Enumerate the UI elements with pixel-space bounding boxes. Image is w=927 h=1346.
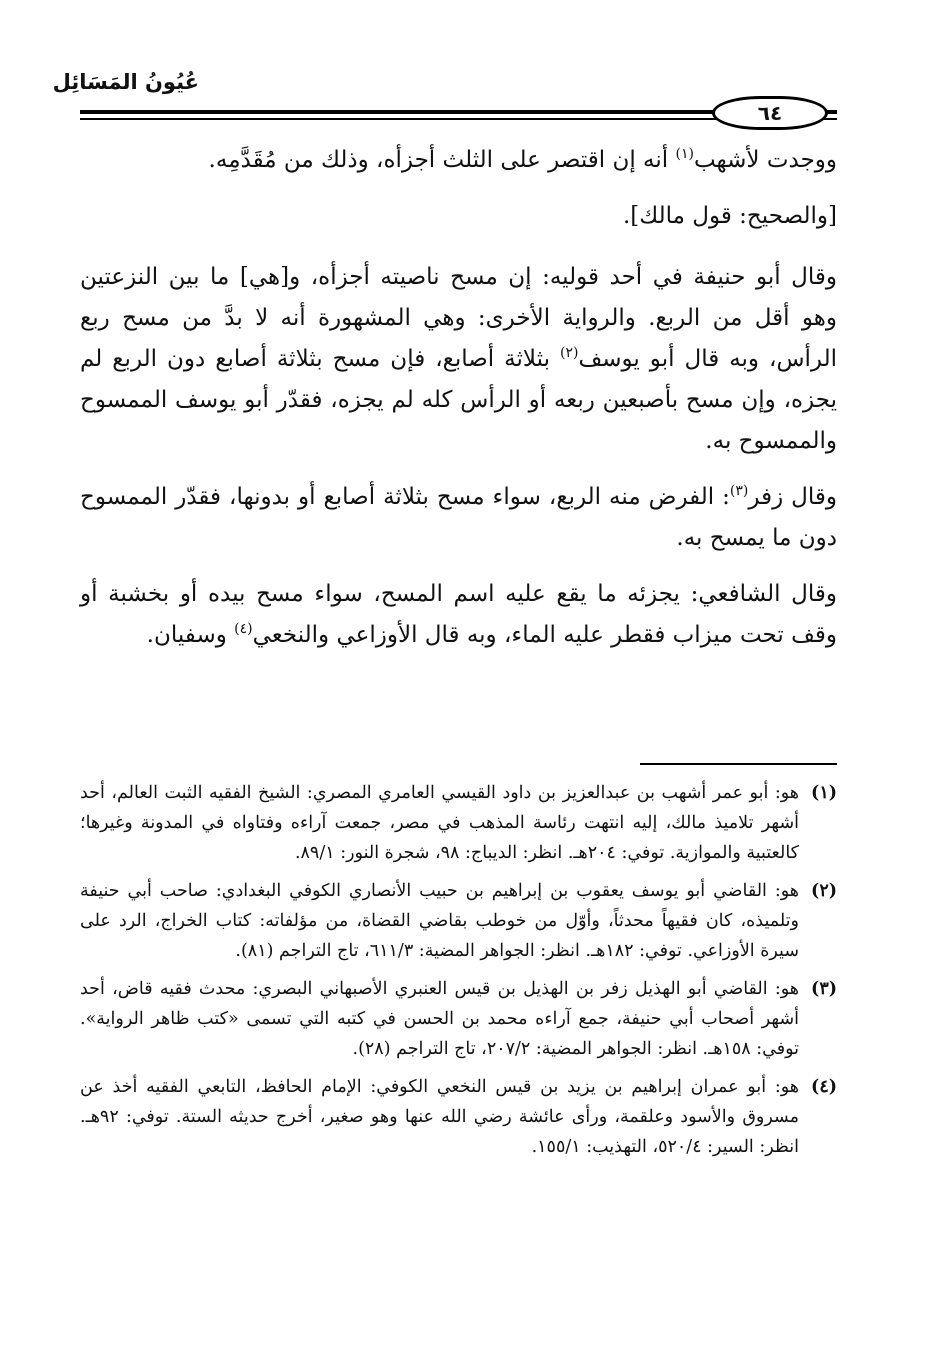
paragraph-4-text-b: : الفرض منه الربع، سواء مسح بثلاثة أصابع أو بدونها، فقدّر الممسوح دون ما يمسح به. (80, 484, 837, 551)
footnote-ref-4: (٤) (234, 621, 253, 637)
footnote-text: هو: أبو عمران إبراهيم بن يزيد بن قيس النخعي الكوفي: الإمام الحافظ، التابعي الفقيه أخذ عن مسروق والأسود وعلقمة، ورأى عائشة رضي الله عنها وهو صغير، أخرج حديثه الستة. توفي: ٩٢هـ. انظر: السير: ٥٢٠/٤، التهذيب: ١٥٥/١. (80, 1077, 799, 1157)
paragraph-1 (80, 140, 837, 181)
footnote-2 (80, 876, 837, 966)
paragraph-5-text-b: وسفيان. (146, 622, 235, 648)
paragraph-1-text-a: ووجدت لأشهب (693, 147, 837, 173)
footnotes (80, 778, 837, 1170)
paragraph-4 (80, 477, 837, 559)
footnote-text: هو: القاضي أبو يوسف يعقوب بن إبراهيم بن حبيب الأنصاري الكوفي البغدادي: صاحب أبي حنيفة وتلميذه، كان فقيهاً محدثاً، وأوّل من خوطب بقاضي القضاة، من مؤلفاته: كتاب الخراج، الرد على سيرة الأوزاعي. توفي: ١٨٢هـ. انظر: الجواهر المضية: ٦١١/٣، تاج التراجم (٨١). (80, 881, 799, 961)
paragraph-1-text-b: أنه إن اقتصر على الثلث أجزأه، وذلك من مُقَدَّمِه. (208, 147, 676, 173)
footnote-ref-3: (٣) (729, 483, 749, 499)
footnote-1 (80, 778, 837, 868)
running-head-book-title: عُيُونُ المَسَائِل (52, 70, 199, 94)
footnote-text: هو: أبو عمر أشهب بن عبدالعزيز بن داود القيسي العامري المصري: الشيخ الفقيه الثبت العالم، أحد أشهر تلاميذ مالك، إليه انتهت رئاسة المذهب في مصر، جمعت آراءه وفتاواه في المدونة وغيرها؛ كالعتبية والموازية. توفي: ٢٠٤هـ. انظر: الديباج: ٩٨، شجرة النور: ٨٩/١. (80, 783, 799, 863)
footnote-number: (٣) (811, 979, 837, 999)
footnote-ref-2: (٢) (559, 345, 579, 361)
page-number: ٦٤ (712, 96, 828, 130)
paragraph-5-text-a: وقال الشافعي: يجزئه ما يقع عليه اسم المسح، سواء مسح بيده أو بخشبة أو وقف تحت ميزاب فقطر عليه الماء، وبه قال الأوزاعي والنخعي (80, 581, 837, 648)
paragraph-5 (80, 574, 837, 656)
footnote-4 (80, 1072, 837, 1162)
paragraph-3 (80, 257, 837, 462)
footnote-separator (640, 763, 837, 765)
footnote-3 (80, 974, 837, 1064)
footnote-number: (٤) (811, 1077, 837, 1097)
paragraph-3-text-b: بثلاثة أصابع، فإن مسح بثلاثة أصابع دون الربع لم يجزه، وإن مسح بأصبعين ربعه أو الرأس كله لم يجزه، فقدّر أبو يوسف الممسوح والممسوح به. (80, 346, 837, 454)
footnote-number: (٢) (811, 881, 837, 901)
footnote-number: (١) (811, 783, 837, 803)
paragraph-3-text-a: وقال أبو حنيفة في أحد قوليه: إن مسح ناصيته أجزأه، و[هي] ما بين النزعتين وهو أقل من الربع. والرواية الأخرى: وهي المشهورة أنه لا بدَّ من مسح ربع الرأس، وبه قال أبو يوسف (80, 264, 838, 372)
paragraph-4-text-a: وقال زفر (748, 484, 837, 510)
footnote-text: هو: القاضي أبو الهذيل زفر بن الهذيل بن قيس العنبري الأصبهاني البصري: محدث فقيه قاض، أحد أشهر أصحاب أبي حنيفة، جمع آراءه محمد بن الحسن في كتبه التي تسمى «كتب ظاهر الرواية». توفي: ١٥٨هـ. انظر: الجواهر المضية: ٢٠٧/٢، تاج التراجم (٢٨). (80, 979, 799, 1059)
main-text (80, 140, 837, 671)
paragraph-2: [والصحيح: قول مالك]. (622, 203, 837, 229)
footnote-ref-1: (١) (675, 146, 694, 162)
